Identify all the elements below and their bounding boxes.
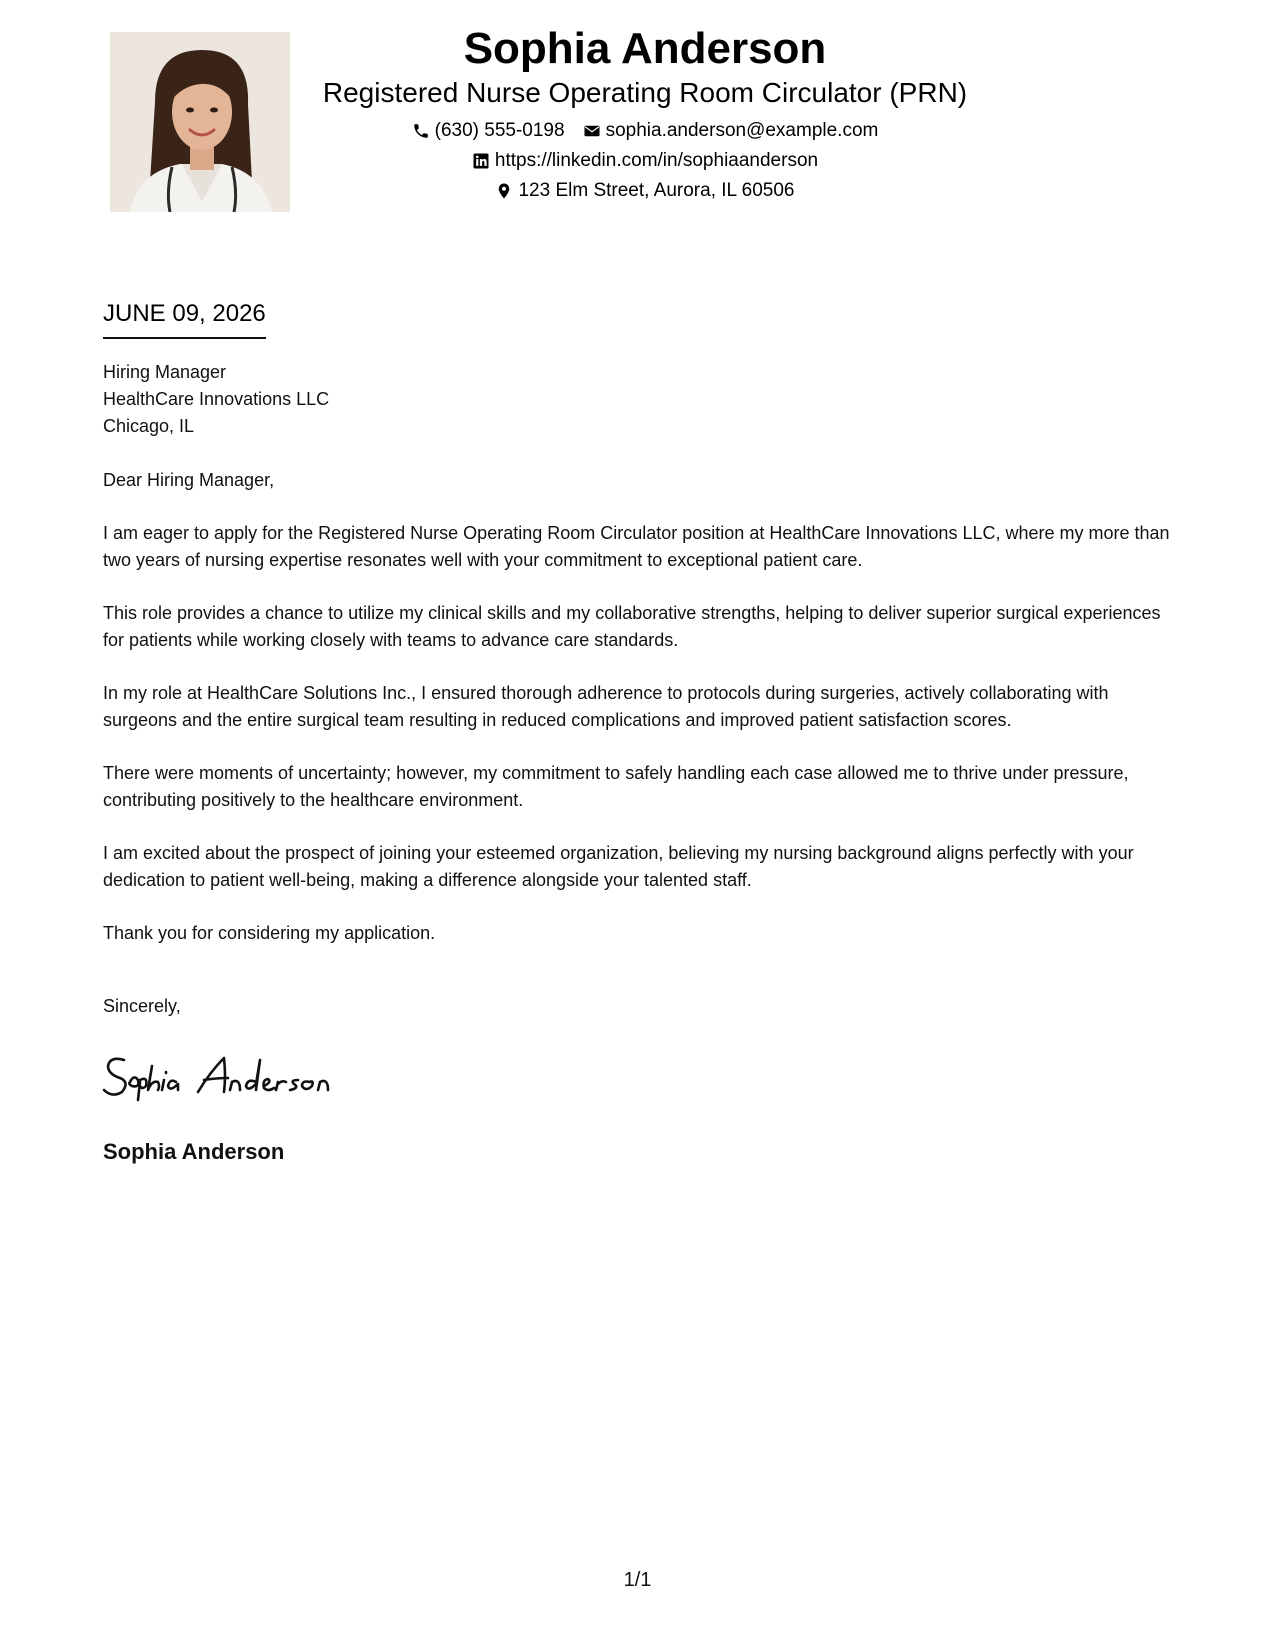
page-number: 1/1 [623, 1569, 652, 1591]
recipient-company: HealthCare Innovations LLC [103, 389, 330, 409]
applicant-name: Sophia Anderson [463, 24, 827, 73]
recipient-location: Chicago, IL [103, 416, 195, 436]
contact-line-linkedin [300, 149, 990, 173]
recipient-title: Hiring Manager [103, 362, 227, 382]
address-contact [495, 179, 794, 203]
paragraph: There were moments of uncertainty; however, my commitment to safely handling each case allowed me to thrive under pressure, contributing positively to the healthcare environment. [103, 763, 1129, 810]
thanks-line: Thank you for considering my application. [103, 923, 436, 943]
recipient-block [103, 359, 329, 440]
handwritten-signature [100, 1052, 370, 1102]
contact-line-address [300, 179, 990, 203]
salutation: Dear Hiring Manager, [103, 470, 275, 490]
envelope-icon [583, 122, 601, 140]
email-contact[interactable] [583, 119, 879, 143]
header [300, 22, 990, 203]
paragraph: I am excited about the prospect of joining your esteemed organization, believing my nursing background aligns perfectly with your dedication to patient well-being, making a difference alongside your talented staff. [103, 843, 1134, 890]
phone-icon [412, 122, 430, 140]
phone-contact [412, 119, 565, 143]
contact-line-phone-email [300, 119, 990, 143]
printed-name: Sophia Anderson [103, 1139, 285, 1164]
job-title: Registered Nurse Operating Room Circulator (PRN) [322, 77, 968, 108]
letter-date: JUNE 09, 2026 [103, 299, 266, 339]
paragraph: This role provides a chance to utilize my clinical skills and my collaborative strengths, helping to deliver superior surgical experiences for patients while working closely with teams to advance care standards. [103, 603, 1161, 650]
phone-number: (630) 555-0198 [434, 120, 565, 141]
letter-body [103, 467, 1173, 973]
linkedin-contact[interactable] [472, 149, 818, 173]
valediction: Sincerely, [103, 996, 181, 1016]
address: 123 Elm Street, Aurora, IL 60506 [518, 180, 795, 201]
paragraph: In my role at HealthCare Solutions Inc., I ensured thorough adherence to protocols during surgeries, actively collaborating with surgeons and the entire surgical team resulting in reduced complications and improved patient satisfaction scores. [103, 683, 1109, 730]
linkedin-icon [472, 152, 490, 170]
profile-photo [110, 32, 290, 212]
email-address[interactable]: sophia.anderson@example.com [605, 120, 879, 141]
linkedin-url[interactable]: https://linkedin.com/in/sophiaanderson [494, 150, 819, 171]
map-pin-icon [495, 182, 513, 200]
paragraph: I am eager to apply for the Registered Nurse Operating Room Circulator position at HealthCare Innovations LLC, where my more than two years of nursing expertise resonates well with your commitment to exceptional patient care. [103, 523, 1170, 570]
